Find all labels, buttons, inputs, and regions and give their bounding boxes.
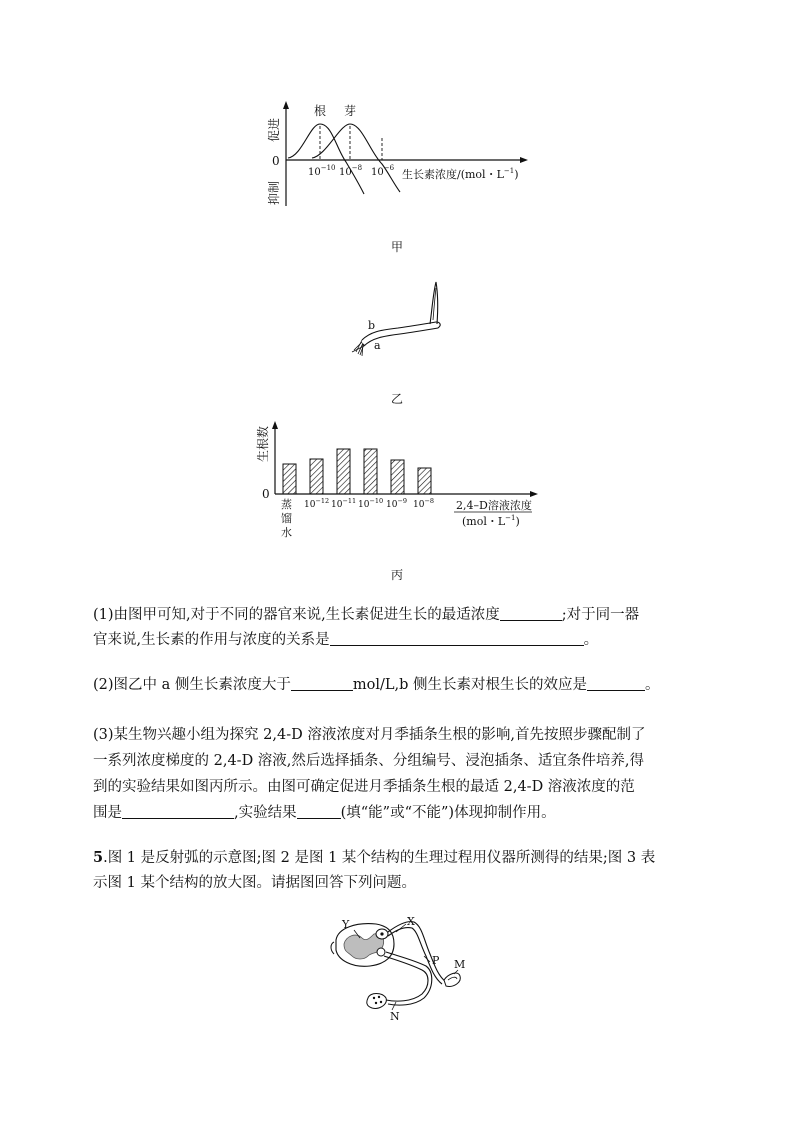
tick-1e-8: $10^{-8}$ [339, 164, 363, 178]
efferent-nerve-2 [386, 952, 432, 1005]
q1-text-c: 官来说,生长素的作用与浓度的关系是 [93, 632, 330, 648]
q3-text-a: 围是 [93, 805, 122, 821]
bar-0 [283, 464, 296, 494]
q3-line-2: 一系列浓度梯度的 2,4-D 溶液,然后选择插条、分组编号、浸泡插条、适宜条件培养,得 [93, 753, 645, 769]
ganglion-dot [380, 932, 383, 935]
zero-label: 0 [272, 154, 280, 168]
q5-number: 5 [93, 849, 104, 866]
tick-1e-10: $10^{-10}$ [308, 164, 336, 178]
q2-text-a: (2)图乙中 a 侧生长素浓度大于 [93, 677, 291, 693]
figure-reflex-arc [326, 910, 476, 1020]
cat-distilled-water [281, 497, 292, 539]
question-1 [93, 603, 705, 653]
bar-1 [310, 459, 323, 494]
x-axis-arrow [530, 491, 538, 497]
bar-2 [337, 449, 350, 494]
q3-line-1: (3)某生物兴趣小组为探究 2,4-D 溶液浓度对月季插条生根的影响,首先按照步骤配制了 [93, 727, 646, 743]
effector-n [367, 994, 387, 1009]
figure-b-seedling [340, 280, 450, 365]
bars-group [283, 449, 431, 494]
cat-1e-11: $10^{-11}$ [331, 497, 357, 510]
cat-1e-9: $10^{-9}$ [386, 497, 408, 510]
leader-n [392, 1002, 396, 1010]
tick-1e-6: $10^{-6}$ [371, 164, 395, 178]
q1-text-d: 。 [583, 632, 599, 648]
label-root: 根 [314, 104, 327, 118]
x-axis-arrow [520, 157, 528, 163]
efferent-nerve [384, 956, 428, 1001]
zero-label: 0 [262, 487, 270, 501]
y-axis-arrow [283, 101, 289, 109]
svg-text:水: 水 [281, 526, 292, 539]
label-y: Y [342, 918, 350, 931]
cat-1e-8: $10^{-8}$ [413, 497, 435, 510]
cat-1e-12: $10^{-12}$ [304, 497, 330, 510]
question-3 [93, 722, 705, 826]
q1-blank-1[interactable] [500, 604, 562, 621]
leader-p [424, 956, 430, 962]
label-a: a [374, 339, 381, 352]
q3-text-c: (填“能”或“不能”)体现抑制作用。 [340, 805, 556, 821]
bar-3 [364, 449, 377, 494]
label-b: b [368, 319, 376, 332]
x-label-bottom: (mol・$L^{-1}$) [462, 514, 520, 528]
label-x: X [407, 915, 415, 928]
label-n: N [390, 1010, 400, 1020]
q2-text-b: mol/L,b 侧生长素对根生长的效应是 [352, 677, 588, 693]
svg-text:蒸: 蒸 [281, 498, 292, 511]
x-label-top: 2,4–D溶液浓度 [456, 499, 532, 512]
q3-blank-2[interactable] [297, 802, 341, 819]
x-axis-label: 生长素浓度/(mol・$L^{-1}$) [402, 167, 519, 181]
caption-a: 甲 [390, 240, 403, 254]
shoot [430, 282, 438, 324]
q1-text-b: ;对于同一器 [561, 607, 640, 623]
receptor-m [444, 973, 460, 986]
figure-a-auxin-curve [250, 98, 550, 216]
figure-c-bar-chart [250, 418, 550, 548]
cat-1e-10: $10^{-10}$ [358, 497, 384, 510]
root-curve [288, 124, 364, 194]
q3-line-3: 到的实验结果如图丙所示。由图可确定促进月季插条生根的最适 2,4-D 溶液浓度的范 [93, 779, 635, 795]
caption-b: 乙 [390, 392, 403, 406]
label-p: P [432, 954, 440, 967]
interneuron [377, 948, 385, 956]
label-m: M [454, 958, 466, 971]
spinal-cord-left-edge [331, 942, 334, 954]
y-axis-label: 生根数 [256, 425, 270, 463]
question-5 [93, 845, 705, 896]
y-axis-arrow [272, 421, 278, 429]
q1-text-a: (1)由图甲可知,对于不同的器官来说,生长素促进生长的最适浓度 [93, 607, 500, 623]
y-label-inhibit: 抑制 [267, 180, 281, 206]
bar-4 [391, 460, 404, 494]
bar-5 [418, 468, 431, 494]
label-bud: 芽 [344, 104, 357, 118]
q5-line-1: .图 1 是反射弧的示意图;图 2 是图 1 某个结构的生理过程用仪器所测得的结果;图 3 表 [103, 850, 656, 866]
q5-line-2: 示图 1 某个结构的放大图。请据图回答下列问题。 [93, 875, 416, 891]
question-2 [93, 673, 705, 698]
q2-text-c: 。 [645, 677, 660, 693]
q2-blank-1[interactable] [291, 674, 353, 691]
y-label-promote: 促进 [267, 117, 281, 143]
root-hairs [352, 340, 364, 356]
q1-blank-2[interactable] [330, 629, 584, 646]
caption-c: 丙 [390, 568, 403, 582]
bud-curve [312, 124, 400, 192]
svg-text:馏: 馏 [281, 512, 292, 525]
q3-blank-1[interactable] [122, 802, 234, 819]
q3-text-b: ,实验结果 [234, 805, 297, 821]
q2-blank-2[interactable] [587, 674, 645, 691]
